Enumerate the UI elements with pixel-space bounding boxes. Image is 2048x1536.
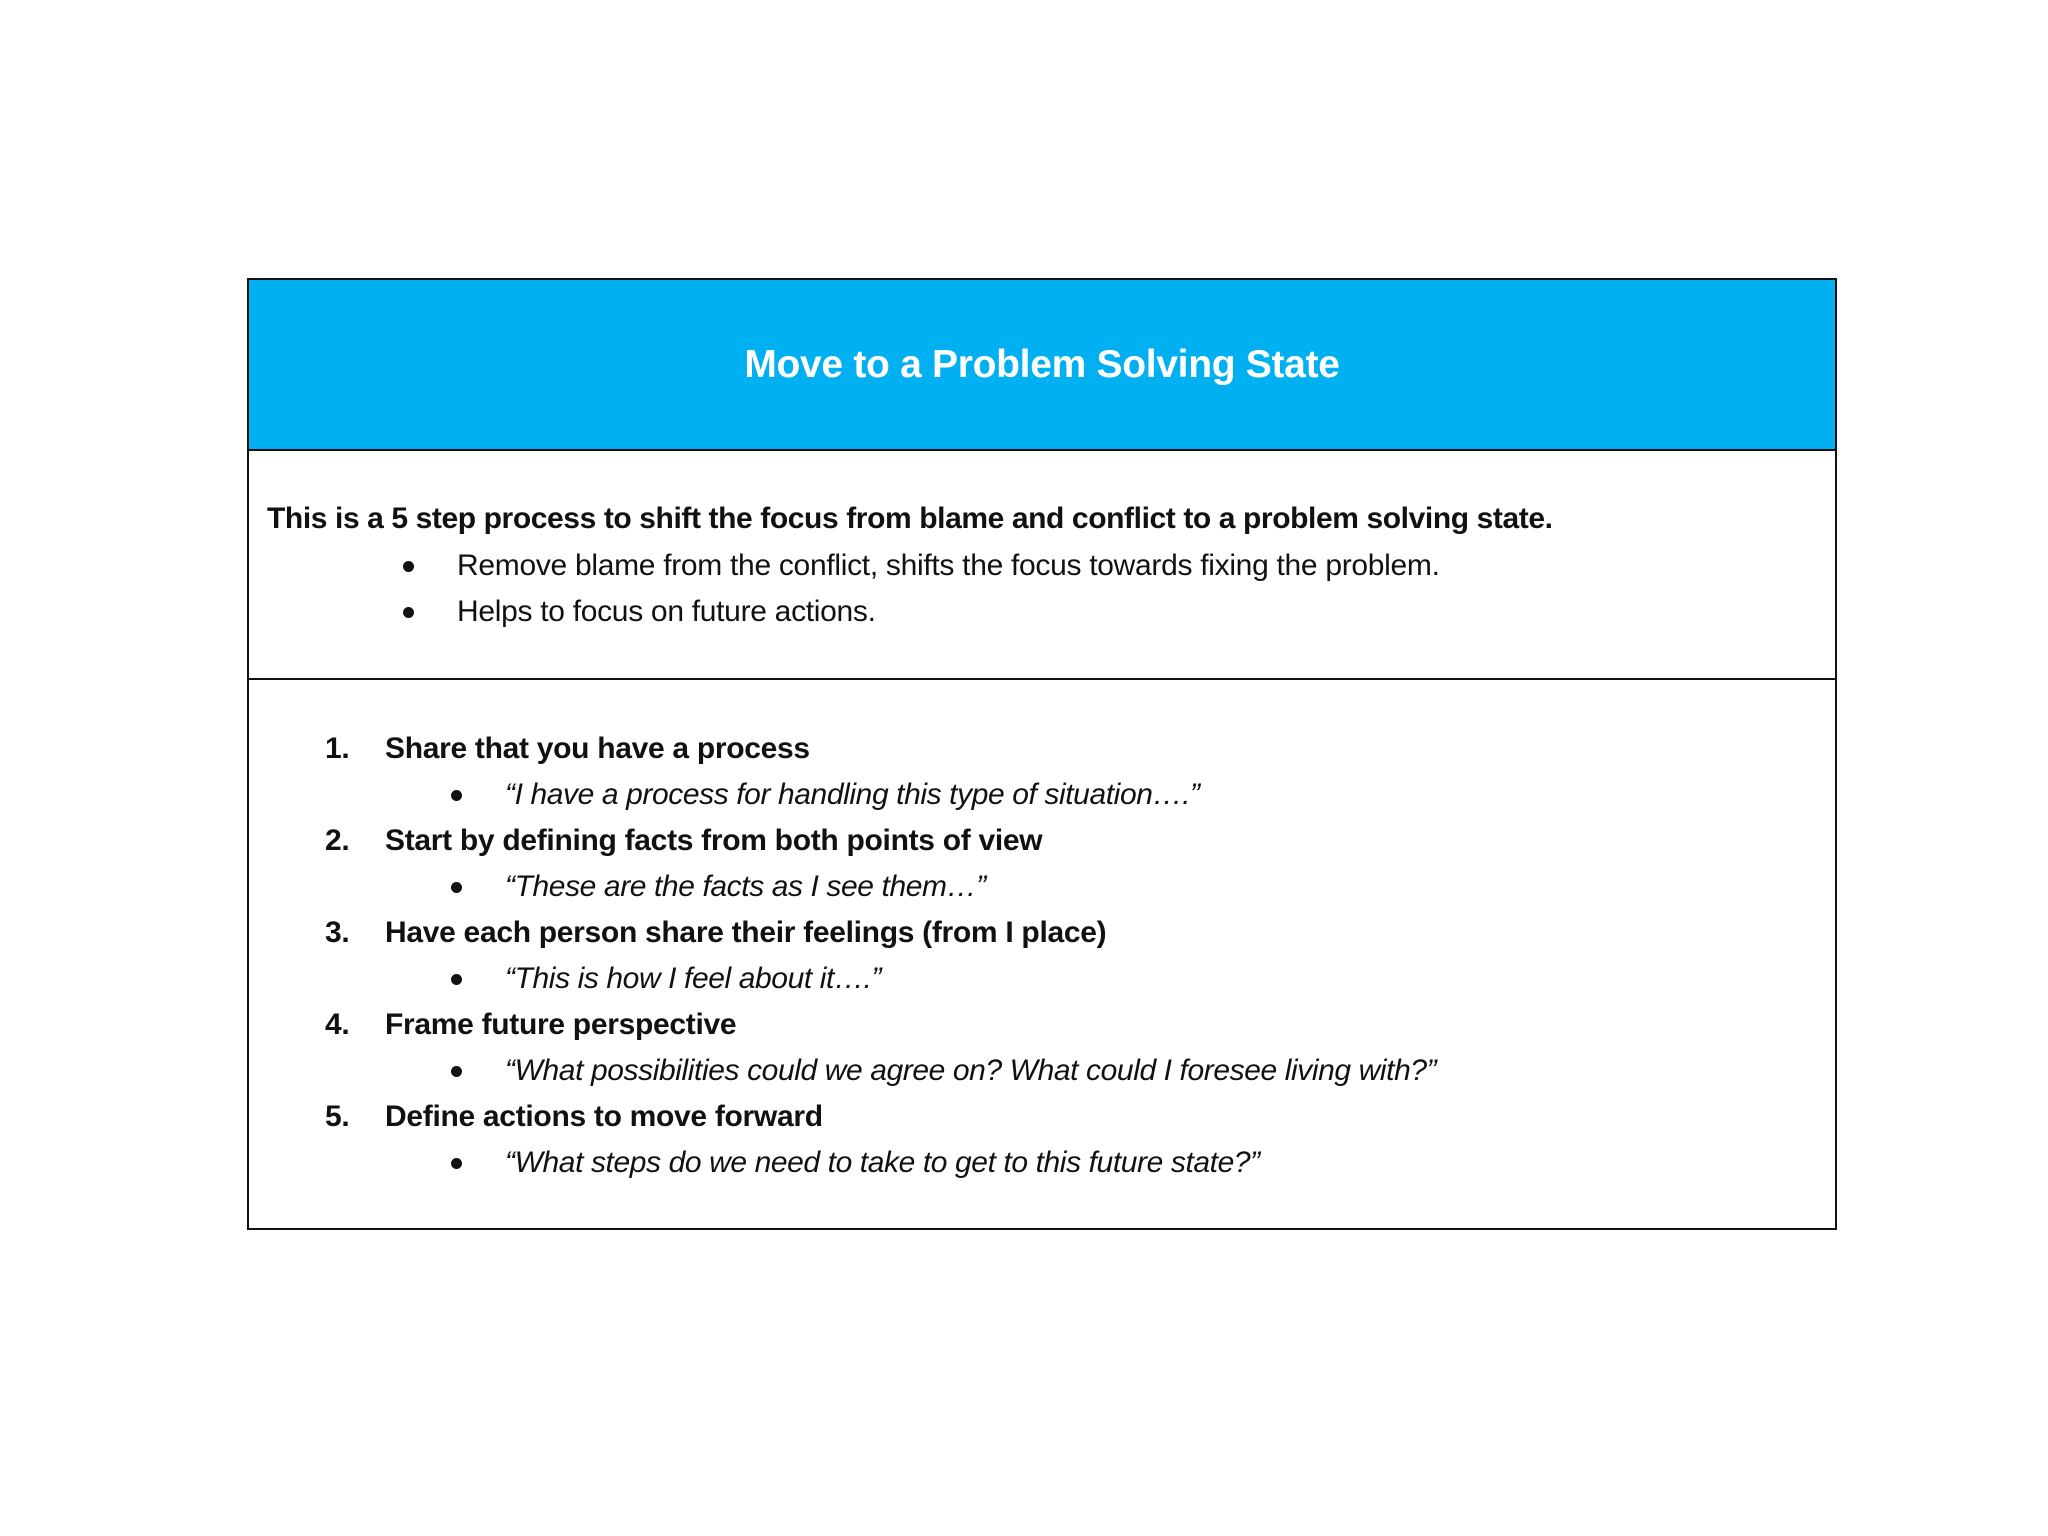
step-quote [325,956,1835,1002]
step-item [325,726,1835,818]
step-number: 1. [325,732,350,765]
header-banner [249,280,1835,451]
step-quote-text: “What steps do we need to take to get to this future state?” [505,1146,1260,1179]
step-title: Frame future perspective [385,1008,737,1041]
intro-bullet-text: Helps to focus on future actions. [457,595,876,628]
step-quote [325,864,1835,910]
step-quote [325,1048,1835,1094]
intro-bullet-item [403,589,1817,635]
intro-bullet-list [267,543,1817,635]
step-quote-text: “These are the facts as I see them…” [505,870,986,903]
step-number: 5. [325,1100,350,1133]
step-heading [325,910,1835,956]
intro-bullet-item [403,543,1817,589]
step-quote [325,1140,1835,1186]
step-quote [325,772,1835,818]
steps-section [249,680,1835,1228]
step-heading [325,1002,1835,1048]
step-title: Start by defining facts from both points of view [385,824,1043,857]
step-quote-text: “What possibilities could we agree on? What could I foresee living with?” [505,1054,1437,1087]
step-item [325,818,1835,910]
process-table [247,278,1837,1230]
step-item [325,1094,1835,1186]
bullet-icon [403,561,414,572]
step-quote-text: “I have a process for handling this type of situation….” [505,778,1200,811]
bullet-icon [451,1158,462,1169]
step-title: Have each person share their feelings (from I place) [385,916,1107,949]
page-title: Move to a Problem Solving State [744,342,1340,386]
intro-text: This is a 5 step process to shift the focus from blame and conflict to a problem solving state. [267,502,1553,535]
bullet-icon [403,607,414,618]
step-number: 2. [325,824,350,857]
bullet-icon [451,1066,462,1077]
step-number: 3. [325,916,350,949]
step-title: Define actions to move forward [385,1100,823,1133]
bullet-icon [451,974,462,985]
intro-section [249,451,1835,680]
step-number: 4. [325,1008,350,1041]
bullet-icon [451,882,462,893]
step-heading [325,818,1835,864]
step-item [325,910,1835,1002]
step-item [325,1002,1835,1094]
step-title: Share that you have a process [385,732,810,765]
step-heading [325,726,1835,772]
intro-bullet-text: Remove blame from the conflict, shifts the focus towards fixing the problem. [457,549,1440,582]
step-heading [325,1094,1835,1140]
step-quote-text: “This is how I feel about it….” [505,962,882,995]
bullet-icon [451,790,462,801]
